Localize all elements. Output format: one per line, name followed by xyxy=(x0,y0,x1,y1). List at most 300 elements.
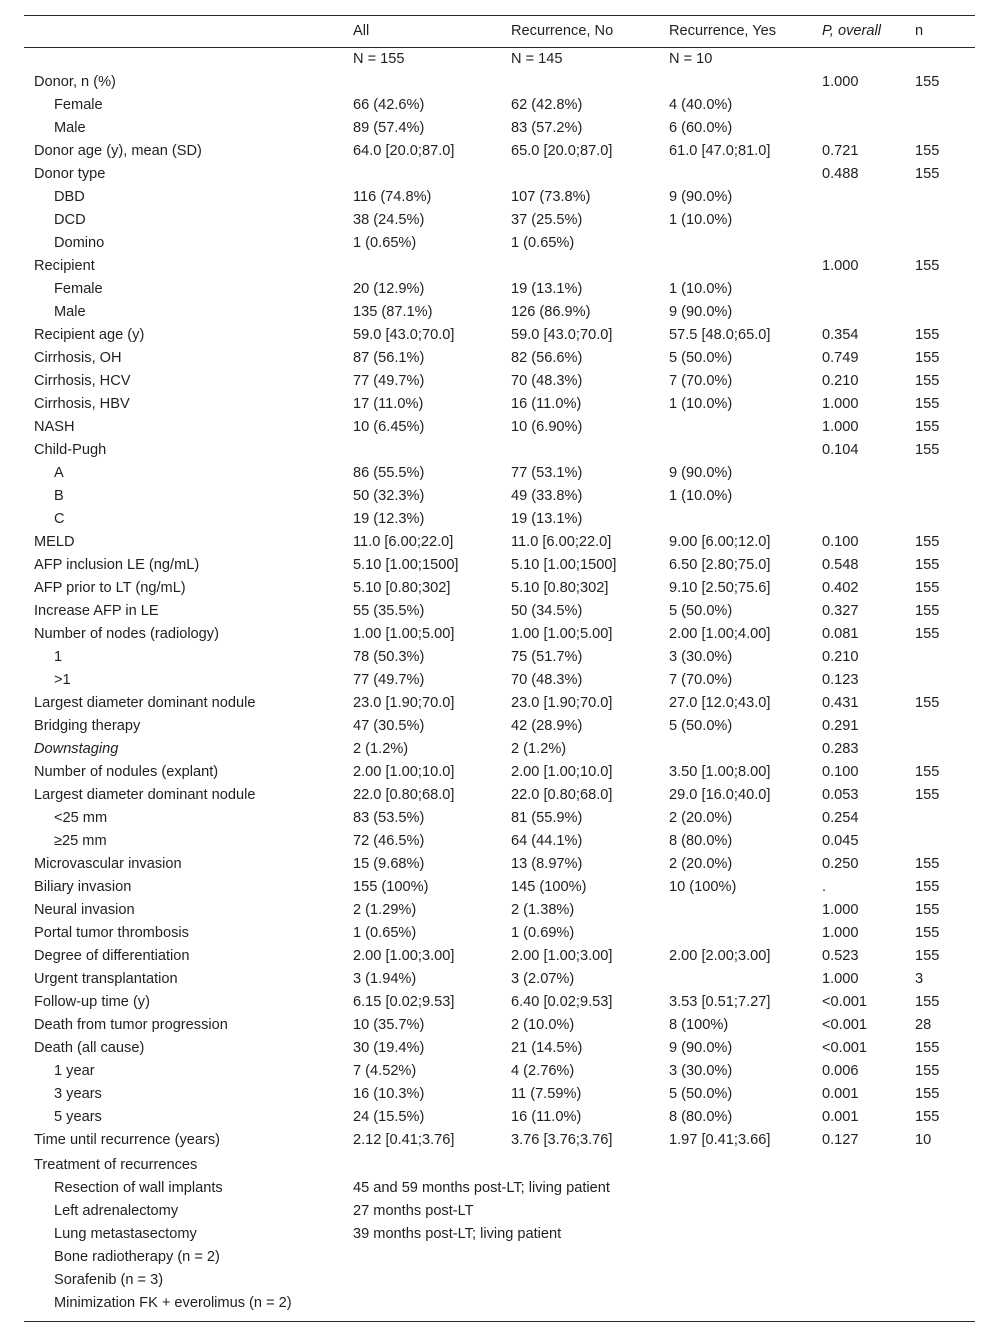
cell-recurrence-yes xyxy=(659,71,812,94)
table-row xyxy=(24,623,975,646)
cell-n xyxy=(905,646,975,669)
cell-recurrence-no: 6.40 [0.02;9.53] xyxy=(511,994,613,1010)
cell-recurrence-no: 62 (42.8%) xyxy=(511,97,583,113)
cell-all: 1 (0.65%) xyxy=(353,235,417,251)
treatment-title: Treatment of recurrences xyxy=(34,1157,198,1173)
cell-recurrence-no xyxy=(501,255,659,278)
cell-p-value: <0.001 xyxy=(822,1017,868,1033)
subrow-label: <25 mm xyxy=(54,810,108,826)
cell-p-value xyxy=(812,232,905,255)
treatment-item-label: Resection of wall implants xyxy=(54,1180,223,1196)
subrow-label: A xyxy=(54,465,64,481)
cell-recurrence-yes xyxy=(659,508,812,531)
cell-n xyxy=(905,301,975,324)
cell-recurrence-yes: 8 (80.0%) xyxy=(669,833,733,849)
cell-all: 3 (1.94%) xyxy=(353,971,417,987)
cell-all: 19 (12.3%) xyxy=(353,511,425,527)
cell-p-value xyxy=(812,301,905,324)
cell-recurrence-yes: 9.10 [2.50;75.6] xyxy=(669,580,771,596)
table-row xyxy=(24,876,975,899)
table-body xyxy=(24,71,975,1322)
treatment-title-row xyxy=(24,1152,975,1177)
cell-recurrence-no: 70 (48.3%) xyxy=(511,373,583,389)
cell-p-value xyxy=(812,278,905,301)
cell-p-value: 1.000 xyxy=(822,902,859,918)
header-recurrence-no: Recurrence, No xyxy=(511,23,614,39)
total-recurrence-no: N = 145 xyxy=(511,51,563,67)
table-row xyxy=(24,715,975,738)
table-row xyxy=(24,393,975,416)
cell-n: 155 xyxy=(915,396,940,412)
cell-recurrence-no: 83 (57.2%) xyxy=(511,120,583,136)
cell-all: 10 (6.45%) xyxy=(353,419,425,435)
total-recurrence-yes: N = 10 xyxy=(669,51,713,67)
cell-n: 155 xyxy=(915,902,940,918)
cell-recurrence-yes: 5 (50.0%) xyxy=(669,603,733,619)
cell-recurrence-no: 145 (100%) xyxy=(511,879,587,895)
cell-recurrence-yes xyxy=(659,232,812,255)
cell-p-value: 0.100 xyxy=(822,764,859,780)
cell-all: 87 (56.1%) xyxy=(353,350,425,366)
cell-recurrence-no: 82 (56.6%) xyxy=(511,350,583,366)
cell-p-value: 0.104 xyxy=(822,442,859,458)
table-row xyxy=(24,439,975,462)
subrow-label: Domino xyxy=(54,235,105,251)
cell-all: 1.00 [1.00;5.00] xyxy=(353,626,455,642)
cell-n: 155 xyxy=(915,166,940,182)
cell-all: 17 (11.0%) xyxy=(353,396,424,412)
cell-p-value xyxy=(812,94,905,117)
cell-recurrence-yes: 3.50 [1.00;8.00] xyxy=(669,764,771,780)
row-label: MELD xyxy=(34,534,75,550)
subrow-label: 1 xyxy=(54,649,63,665)
cell-p-value: 0.402 xyxy=(822,580,859,596)
cell-n: 155 xyxy=(915,879,940,895)
subrow-label: Female xyxy=(54,97,103,113)
cell-all: 155 (100%) xyxy=(353,879,429,895)
table-row xyxy=(24,922,975,945)
table-row xyxy=(24,853,975,876)
cell-recurrence-yes: 6.50 [2.80;75.0] xyxy=(669,557,771,573)
cell-recurrence-yes: 9.00 [6.00;12.0] xyxy=(669,534,771,550)
row-label: Increase AFP in LE xyxy=(34,603,159,619)
header-label-blank xyxy=(24,15,343,48)
cell-all xyxy=(343,71,501,94)
row-label: Largest diameter dominant nodule xyxy=(34,695,256,711)
cell-recurrence-yes: 8 (100%) xyxy=(669,1017,729,1033)
total-p-blank xyxy=(812,48,905,71)
cell-all: 30 (19.4%) xyxy=(353,1040,425,1056)
row-label: Time until recurrence (years) xyxy=(34,1132,220,1148)
table-row xyxy=(24,1014,975,1037)
cell-all: 2 (1.2%) xyxy=(353,741,409,757)
cell-p-value: 0.523 xyxy=(822,948,859,964)
cell-all: 2.00 [1.00;3.00] xyxy=(353,948,455,964)
row-label: Neural invasion xyxy=(34,902,135,918)
row-label: Microvascular invasion xyxy=(34,856,182,872)
cell-recurrence-yes: 4 (40.0%) xyxy=(669,97,733,113)
cell-n: 155 xyxy=(915,603,940,619)
cell-recurrence-yes xyxy=(659,439,812,462)
cell-recurrence-no: 42 (28.9%) xyxy=(511,718,583,734)
cell-all: 24 (15.5%) xyxy=(353,1109,425,1125)
treatment-item-detail: 39 months post-LT; living patient xyxy=(353,1226,562,1242)
row-label: Donor, n (%) xyxy=(34,74,116,90)
cell-n xyxy=(905,830,975,853)
table-row xyxy=(24,899,975,922)
cell-recurrence-yes: 9 (90.0%) xyxy=(669,1040,733,1056)
cell-recurrence-yes: 57.5 [48.0;65.0] xyxy=(669,327,771,343)
total-all: N = 155 xyxy=(353,51,405,67)
cell-recurrence-yes: 27.0 [12.0;43.0] xyxy=(669,695,771,711)
table-row xyxy=(24,163,975,186)
row-label: Number of nodes (radiology) xyxy=(34,626,219,642)
treatment-item-row xyxy=(24,1177,975,1200)
table-subrow xyxy=(24,232,975,255)
cell-n: 155 xyxy=(915,143,940,159)
cell-recurrence-yes: 3 (30.0%) xyxy=(669,649,733,665)
cell-recurrence-no: 22.0 [0.80;68.0] xyxy=(511,787,613,803)
cell-recurrence-no: 2.00 [1.00;10.0] xyxy=(511,764,613,780)
cell-p-value: 1.000 xyxy=(822,258,859,274)
table-subrow xyxy=(24,209,975,232)
cell-all: 1 (0.65%) xyxy=(353,925,417,941)
cell-recurrence-yes xyxy=(659,255,812,278)
treatment-item-label: Minimization FK + everolimus (n = 2) xyxy=(54,1295,292,1311)
cell-all: 72 (46.5%) xyxy=(353,833,425,849)
cell-recurrence-yes: 9 (90.0%) xyxy=(669,465,733,481)
cell-n: 10 xyxy=(915,1132,932,1148)
cell-recurrence-no: 23.0 [1.90;70.0] xyxy=(511,695,613,711)
totals-label-blank xyxy=(24,48,343,71)
subrow-label: ≥25 mm xyxy=(54,833,107,849)
treatment-item-label: Sorafenib (n = 3) xyxy=(54,1272,164,1288)
cell-n: 155 xyxy=(915,534,940,550)
table-row xyxy=(24,761,975,784)
table-row xyxy=(24,1129,975,1152)
cell-recurrence-yes xyxy=(659,416,812,439)
cell-n xyxy=(905,117,975,140)
statistics-table xyxy=(24,15,975,1322)
cell-n: 155 xyxy=(915,695,940,711)
treatment-item-detail: 45 and 59 months post-LT; living patient xyxy=(353,1180,610,1196)
table-subrow xyxy=(24,1060,975,1083)
cell-recurrence-yes: 5 (50.0%) xyxy=(669,718,733,734)
cell-all: 7 (4.52%) xyxy=(353,1063,417,1079)
subrow-label: C xyxy=(54,511,65,527)
cell-p-value: 0.006 xyxy=(822,1063,859,1079)
cell-recurrence-no xyxy=(501,163,659,186)
cell-all: 135 (87.1%) xyxy=(353,304,433,320)
cell-recurrence-yes: 9 (90.0%) xyxy=(669,304,733,320)
cell-recurrence-no: 1 (0.69%) xyxy=(511,925,575,941)
cell-p-value xyxy=(812,117,905,140)
cell-recurrence-no: 3 (2.07%) xyxy=(511,971,575,987)
cell-recurrence-no: 77 (53.1%) xyxy=(511,465,583,481)
table-row xyxy=(24,347,975,370)
cell-recurrence-no: 50 (34.5%) xyxy=(511,603,583,619)
treatment-item-row xyxy=(24,1269,975,1292)
cell-p-value: <0.001 xyxy=(822,994,868,1010)
cell-recurrence-yes: 5 (50.0%) xyxy=(669,1086,733,1102)
cell-recurrence-yes xyxy=(659,968,812,991)
row-label: Biliary invasion xyxy=(34,879,132,895)
cell-all: 16 (10.3%) xyxy=(353,1086,425,1102)
subrow-label: 5 years xyxy=(54,1109,102,1125)
cell-recurrence-yes: 61.0 [47.0;81.0] xyxy=(669,143,771,159)
cell-all xyxy=(343,439,501,462)
row-label: Bridging therapy xyxy=(34,718,141,734)
cell-n xyxy=(905,669,975,692)
cell-p-value: 0.327 xyxy=(822,603,859,619)
cell-recurrence-yes: 1 (10.0%) xyxy=(669,488,733,504)
treatment-item-row xyxy=(24,1246,975,1269)
table-subrow xyxy=(24,669,975,692)
cell-all: 83 (53.5%) xyxy=(353,810,425,826)
table-subrow xyxy=(24,1083,975,1106)
cell-all: 47 (30.5%) xyxy=(353,718,425,734)
cell-all: 77 (49.7%) xyxy=(353,373,425,389)
cell-p-value: 0.081 xyxy=(822,626,859,642)
treatment-item-detail: 27 months post-LT xyxy=(353,1203,474,1219)
cell-n: 155 xyxy=(915,373,940,389)
table-row xyxy=(24,255,975,278)
cell-all: 5.10 [0.80;302] xyxy=(353,580,451,596)
total-n-blank xyxy=(905,48,975,71)
cell-recurrence-no: 2 (1.2%) xyxy=(511,741,567,757)
cell-recurrence-no: 11 (7.59%) xyxy=(511,1086,582,1102)
table-subrow xyxy=(24,807,975,830)
cell-n: 155 xyxy=(915,442,940,458)
cell-p-value: 0.354 xyxy=(822,327,859,343)
table-subrow xyxy=(24,117,975,140)
row-label: Recipient xyxy=(34,258,95,274)
cell-recurrence-no: 81 (55.9%) xyxy=(511,810,583,826)
cell-recurrence-no: 3.76 [3.76;3.76] xyxy=(511,1132,613,1148)
cell-recurrence-yes xyxy=(659,738,812,761)
cell-n xyxy=(905,209,975,232)
table-row xyxy=(24,370,975,393)
cell-recurrence-yes: 7 (70.0%) xyxy=(669,672,733,688)
cell-p-value: <0.001 xyxy=(822,1040,868,1056)
cell-all: 50 (32.3%) xyxy=(353,488,425,504)
row-label: Cirrhosis, HBV xyxy=(34,396,130,412)
row-label: Child-Pugh xyxy=(34,442,107,458)
cell-p-value xyxy=(812,508,905,531)
cell-all: 86 (55.5%) xyxy=(353,465,425,481)
cell-recurrence-yes: 1 (10.0%) xyxy=(669,396,733,412)
cell-n: 155 xyxy=(915,994,940,1010)
cell-recurrence-yes: 1 (10.0%) xyxy=(669,281,733,297)
cell-recurrence-yes xyxy=(659,163,812,186)
treatment-item-label: Bone radiotherapy (n = 2) xyxy=(54,1249,220,1265)
cell-recurrence-no: 65.0 [20.0;87.0] xyxy=(511,143,613,159)
cell-recurrence-no: 2 (10.0%) xyxy=(511,1017,575,1033)
cell-recurrence-no: 1.00 [1.00;5.00] xyxy=(511,626,613,642)
cell-n: 155 xyxy=(915,626,940,642)
cell-n: 155 xyxy=(915,258,940,274)
cell-recurrence-no: 5.10 [1.00;1500] xyxy=(511,557,617,573)
cell-recurrence-no: 1 (0.65%) xyxy=(511,235,575,251)
cell-n: 155 xyxy=(915,327,940,343)
cell-p-value xyxy=(812,186,905,209)
table-subrow xyxy=(24,462,975,485)
row-label: NASH xyxy=(34,419,75,435)
cell-recurrence-yes: 2 (20.0%) xyxy=(669,810,733,826)
cell-p-value xyxy=(812,485,905,508)
totals-row xyxy=(24,48,975,71)
cell-all: 59.0 [43.0;70.0] xyxy=(353,327,455,343)
row-label: Death (all cause) xyxy=(34,1040,145,1056)
cell-recurrence-yes: 1 (10.0%) xyxy=(669,212,733,228)
cell-p-value: 1.000 xyxy=(822,419,859,435)
cell-recurrence-no: 70 (48.3%) xyxy=(511,672,583,688)
table-row xyxy=(24,1037,975,1060)
subrow-label: Female xyxy=(54,281,103,297)
cell-recurrence-no: 16 (11.0%) xyxy=(511,396,582,412)
cell-n xyxy=(905,278,975,301)
row-label: AFP inclusion LE (ng/mL) xyxy=(34,557,200,573)
table-row xyxy=(24,416,975,439)
header-row xyxy=(24,15,975,48)
header-p-overall: P, overall xyxy=(822,23,881,39)
table-subrow xyxy=(24,186,975,209)
table-row xyxy=(24,140,975,163)
cell-n: 28 xyxy=(915,1017,932,1033)
cell-recurrence-yes: 1.97 [0.41;3.66] xyxy=(669,1132,771,1148)
cell-p-value: 0.283 xyxy=(822,741,859,757)
cell-n: 155 xyxy=(915,1063,940,1079)
cell-recurrence-yes xyxy=(659,899,812,922)
cell-p-value: 0.721 xyxy=(822,143,859,159)
cell-recurrence-yes: 2 (20.0%) xyxy=(669,856,733,872)
cell-p-value: 0.291 xyxy=(822,718,859,734)
row-label: AFP prior to LT (ng/mL) xyxy=(34,580,186,596)
cell-recurrence-no: 19 (13.1%) xyxy=(511,511,583,527)
cell-n: 155 xyxy=(915,74,940,90)
cell-recurrence-yes xyxy=(659,922,812,945)
cell-p-value: 0.123 xyxy=(822,672,859,688)
header-recurrence-yes: Recurrence, Yes xyxy=(669,23,777,39)
subrow-label: Male xyxy=(54,304,86,320)
row-label: Largest diameter dominant nodule xyxy=(34,787,256,803)
table-row xyxy=(24,554,975,577)
cell-all: 11.0 [6.00;22.0] xyxy=(353,534,454,550)
table-row xyxy=(24,692,975,715)
cell-all: 2.12 [0.41;3.76] xyxy=(353,1132,455,1148)
cell-recurrence-yes: 6 (60.0%) xyxy=(669,120,733,136)
cell-all: 66 (42.6%) xyxy=(353,97,425,113)
cell-recurrence-no: 19 (13.1%) xyxy=(511,281,583,297)
cell-n xyxy=(905,232,975,255)
cell-n: 155 xyxy=(915,419,940,435)
row-label: Follow-up time (y) xyxy=(34,994,150,1010)
cell-n: 155 xyxy=(915,350,940,366)
cell-all: 55 (35.5%) xyxy=(353,603,425,619)
treatment-item-row xyxy=(24,1292,975,1322)
cell-recurrence-no: 37 (25.5%) xyxy=(511,212,583,228)
cell-p-value xyxy=(812,209,905,232)
cell-n: 155 xyxy=(915,1109,940,1125)
cell-recurrence-no xyxy=(501,71,659,94)
cell-recurrence-no: 4 (2.76%) xyxy=(511,1063,575,1079)
cell-n xyxy=(905,715,975,738)
cell-n: 155 xyxy=(915,557,940,573)
cell-p-value: 0.127 xyxy=(822,1132,859,1148)
row-label: Urgent transplantation xyxy=(34,971,178,987)
cell-p-value: 0.210 xyxy=(822,373,859,389)
cell-p-value: 0.254 xyxy=(822,810,859,826)
subrow-label: 1 year xyxy=(54,1063,95,1079)
cell-all: 38 (24.5%) xyxy=(353,212,425,228)
cell-p-value: 0.548 xyxy=(822,557,859,573)
cell-all xyxy=(343,255,501,278)
row-label: Donor age (y), mean (SD) xyxy=(34,143,202,159)
cell-recurrence-no: 2.00 [1.00;3.00] xyxy=(511,948,613,964)
cell-n: 3 xyxy=(915,971,924,987)
cell-all: 15 (9.68%) xyxy=(353,856,425,872)
cell-n xyxy=(905,462,975,485)
table-row xyxy=(24,324,975,347)
header-all: All xyxy=(353,23,370,39)
cell-all: 22.0 [0.80;68.0] xyxy=(353,787,455,803)
treatment-item-detail xyxy=(343,1292,975,1322)
cell-recurrence-yes: 5 (50.0%) xyxy=(669,350,733,366)
cell-all xyxy=(343,163,501,186)
cell-all: 20 (12.9%) xyxy=(353,281,425,297)
cell-p-value: 0.749 xyxy=(822,350,859,366)
cell-recurrence-no: 13 (8.97%) xyxy=(511,856,583,872)
cell-all: 116 (74.8%) xyxy=(353,189,432,205)
table-subrow xyxy=(24,485,975,508)
subrow-label: B xyxy=(54,488,64,504)
table-subrow xyxy=(24,1106,975,1129)
subrow-label: >1 xyxy=(54,672,71,688)
cell-all: 77 (49.7%) xyxy=(353,672,425,688)
cell-recurrence-no: 64 (44.1%) xyxy=(511,833,583,849)
row-label: Degree of differentiation xyxy=(34,948,190,964)
treatment-item-detail xyxy=(343,1269,975,1292)
cell-p-value: 0.001 xyxy=(822,1086,859,1102)
row-label: Recipient age (y) xyxy=(34,327,145,343)
cell-p-value: 1.000 xyxy=(822,74,859,90)
row-label: Death from tumor progression xyxy=(34,1017,228,1033)
cell-p-value: 1.000 xyxy=(822,971,859,987)
row-label: Downstaging xyxy=(34,741,119,757)
subrow-label: DBD xyxy=(54,189,85,205)
cell-all: 10 (35.7%) xyxy=(353,1017,425,1033)
table-subrow xyxy=(24,278,975,301)
cell-recurrence-no: 5.10 [0.80;302] xyxy=(511,580,609,596)
table-subrow xyxy=(24,94,975,117)
cell-p-value: 1.000 xyxy=(822,396,859,412)
cell-recurrence-yes: 3 (30.0%) xyxy=(669,1063,733,1079)
table-row xyxy=(24,600,975,623)
cell-recurrence-no: 2 (1.38%) xyxy=(511,902,575,918)
cell-recurrence-no: 49 (33.8%) xyxy=(511,488,583,504)
table-subrow xyxy=(24,508,975,531)
cell-recurrence-yes: 29.0 [16.0;40.0] xyxy=(669,787,771,803)
cell-p-value: 0.250 xyxy=(822,856,859,872)
cell-all: 2 (1.29%) xyxy=(353,902,417,918)
cell-recurrence-yes: 3.53 [0.51;7.27] xyxy=(669,994,771,1010)
cell-recurrence-yes: 2.00 [2.00;3.00] xyxy=(669,948,771,964)
cell-p-value: 0.045 xyxy=(822,833,859,849)
cell-p-value: 1.000 xyxy=(822,925,859,941)
cell-all: 23.0 [1.90;70.0] xyxy=(353,695,455,711)
header-n: n xyxy=(915,23,924,39)
subrow-label: 3 years xyxy=(54,1086,102,1102)
